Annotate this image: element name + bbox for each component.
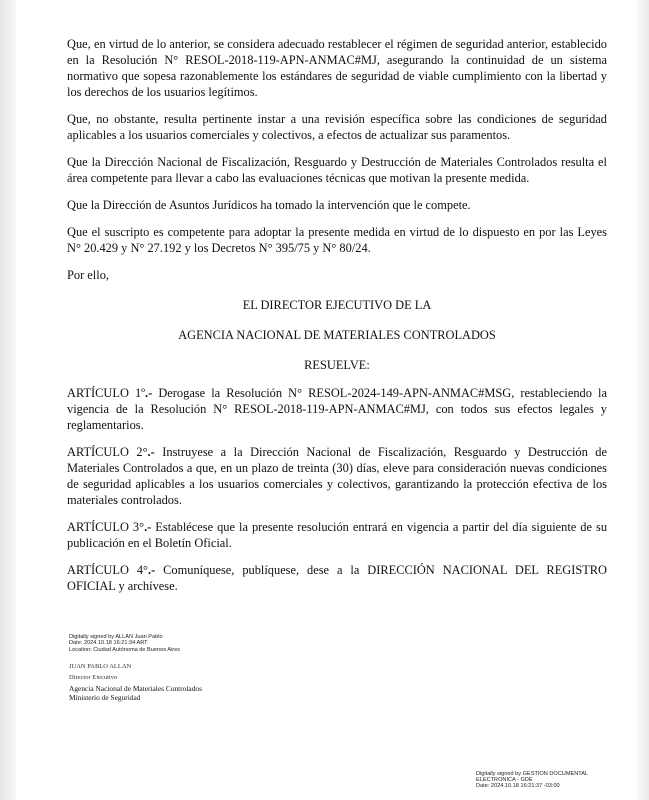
- paragraph-1: Que, en virtud de lo anterior, se considera adecuado restablecer el régimen de seguridad anterior, establecido en la Resolución N° RESOL-2018-119-APN-ANMAC#MJ, asegurando la continuidad de un sistema normativo que sopesa razonablemente los estándares de seguridad de viable cumplimiento con la libertad y los derechos de los usuarios legítimos.: [67, 37, 607, 99]
- signer-name: JUAN PABLO ALLAN: [69, 663, 132, 670]
- article-3-label: ARTÍCULO 3°: [67, 520, 145, 534]
- gde-date: Date: 2024.10.18 16:21:37 -03:00: [476, 783, 560, 790]
- ministry-name: Ministerio de Seguridad: [69, 692, 141, 702]
- article-1-text: Derogase la Resolución N° RESOL-2024-149-APN-ANMAC#MSG, restableciendo la vigencia de la Resolución N° RESOL-2018-119-APN-ANMAC#MJ, con todos sus efectos legales y reglamentarios.: [67, 386, 607, 432]
- article-4-dash: .-: [147, 563, 156, 577]
- page-shadow-right: [637, 0, 649, 800]
- article-2-text: Instruyese a la Dirección Nacional de Fiscalización, Resguardo y Destrucción de Materiales Controlados a que, en un plazo de treinta (30) días, eleve para consideración nuevas condiciones de seguridad aplicables a los usuarios comerciales y colectivos, garantizando la protección efectiva de los materiales controlados.: [67, 445, 607, 507]
- heading-agency: AGENCIA NACIONAL DE MATERIALES CONTROLADOS: [178, 328, 496, 342]
- paragraph-5: Que el suscripto es competente para adoptar la presente medida en virtud de lo dispuesto en por las Leyes N° 20.429 y N° 27.192 y los Decretos N° 395/75 y N° 80/24.: [67, 225, 607, 255]
- page-shadow-left: [0, 0, 16, 800]
- agency-name: Agencia Nacional de Materiales Controlados: [69, 684, 202, 693]
- signature-signed-by: Digitally signed by ALLAN Juan Pablo: [69, 634, 163, 640]
- paragraph-3: Que la Dirección Nacional de Fiscalización, Resguardo y Destrucción de Materiales Controlados resulta el área competente para llevar a cabo las evaluaciones técnicas que motivan la presente medida.: [67, 155, 607, 185]
- por-ello: Por ello,: [67, 268, 109, 282]
- heading-director: EL DIRECTOR EJECUTIVO DE LA: [242, 298, 432, 312]
- signature-date: Date: 2024.10.18 16:21:34 ART: [69, 640, 148, 647]
- article-1-label: ARTÍCULO 1º: [67, 386, 146, 400]
- heading-resuelve: RESUELVE:: [304, 358, 370, 372]
- article-3-text: Establécese que la presente resolución entrará en vigencia a partir del día siguiente de su publicación en el Boletín Oficial.: [67, 520, 608, 550]
- agency-block: [69, 685, 202, 703]
- gde-system: ELECTRONICA - GDE: [476, 777, 533, 784]
- signer-role: Director Ejecutivo: [69, 674, 118, 679]
- digital-signature-stamp: [69, 634, 180, 653]
- article-2: [67, 444, 607, 508]
- article-4: [67, 562, 607, 594]
- document-body: [67, 36, 607, 605]
- article-3-dash: .-: [144, 520, 152, 534]
- gde-signed-by: Digitally signed by GESTION DOCUMENTAL: [476, 771, 589, 777]
- paragraph-4: Que la Dirección de Asuntos Jurídicos ha tomado la intervención que le compete.: [67, 198, 471, 212]
- article-2-label: ARTÍCULO 2°: [67, 445, 148, 459]
- article-2-dash: .-: [147, 445, 155, 459]
- article-1: [67, 385, 607, 433]
- article-4-text: Comuníquese, publíquese, dese a la DIRECCIÓN NACIONAL DEL REGISTRO OFICIAL y archívese.: [67, 563, 608, 593]
- paragraph-2: Que, no obstante, resulta pertinente instar a una revisión específica sobre las condiciones de seguridad aplicables a los usuarios comerciales y colectivos, a efectos de actualizar sus paramentos.: [67, 112, 607, 142]
- article-4-label: ARTÍCULO 4°: [67, 563, 148, 577]
- article-1-dash: .-: [145, 386, 153, 400]
- gde-signature-stamp: [476, 771, 588, 790]
- signature-location: Location: Ciudad Autónoma de Buenos Aires: [69, 646, 181, 653]
- article-3: [67, 519, 607, 551]
